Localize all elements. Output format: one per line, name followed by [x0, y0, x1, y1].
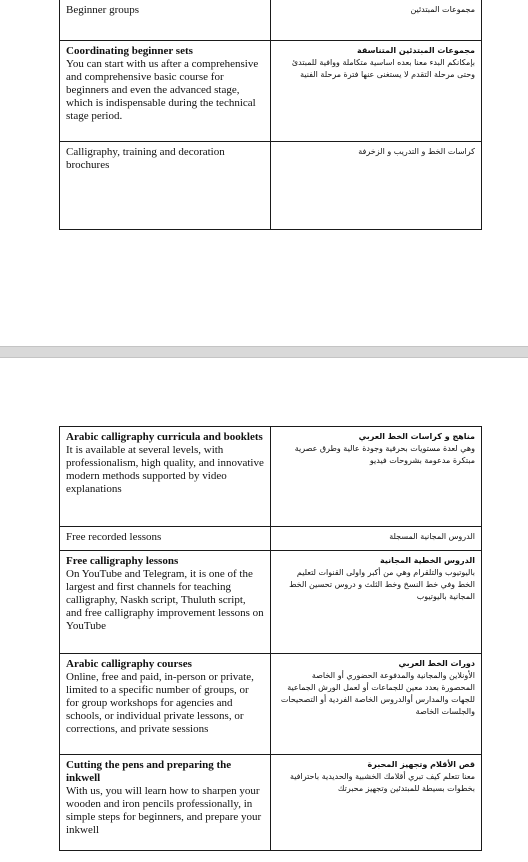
english-title: Arabic calligraphy curricula and booklets [66, 431, 263, 443]
arabic-title: دورات الخط العربي [398, 659, 475, 668]
document-page-bottom [0, 358, 528, 862]
arabic-body: معنا تتعلم كيف تبري أقلامك الخشبية والحديدية باحترافية بخطوات بسيطة للمبتدئين وتجهيز محبرتك [289, 772, 475, 793]
english-title: Cutting the pens and preparing the inkwell [66, 759, 232, 784]
english-cell [60, 755, 271, 851]
arabic-title: قص الأقلام وتجهيز المحبرة [367, 760, 475, 769]
arabic-cell [271, 551, 482, 654]
english-body: It is available at several levels, with professionalism, high quality, and innovative modern methods supported by video explanations [66, 444, 264, 495]
arabic-title: الدروس المجانية المسجلة [389, 532, 475, 541]
english-body: With us, you will learn how to sharpen your wooden and iron pencils professionally, in simple steps for beginners, and prepare your inkwell [66, 785, 262, 836]
table-row [60, 654, 482, 755]
arabic-title: مجموعات المبتدئين المتناسقة [356, 45, 475, 55]
english-cell [60, 427, 271, 527]
table-row [60, 40, 482, 141]
arabic-body: بإمكانكم البدء معنا بعده اساسية متكاملة ووافية للمبتدئ وحتى مرحلة التقدم لا يستغنى عنها فترة مرحلة الفنية [291, 57, 475, 79]
services-table-top [59, 0, 482, 230]
arabic-body: الأونلاين والمجانية والمدفوعة الحضوري أو الخاصة المحصورة بعدد معين للجماعات أو لعمل الورش الجماعية للجهات والمدارس أوالدروس الخاصة الفردية أو التصحيحات والجلسات الخاصة [280, 671, 475, 716]
english-title: Coordinating beginner sets [66, 44, 193, 57]
english-title: Free calligraphy lessons [66, 555, 179, 567]
page-separator [0, 346, 528, 358]
english-body: Online, free and paid, in-person or private, limited to a specific number of groups, or for group workshops for agencies and schools, or individual private lessons, or corrections, and private sessions [66, 671, 254, 735]
services-table-bottom [59, 426, 482, 851]
table-row [60, 551, 482, 654]
table-row [60, 0, 482, 40]
arabic-title: الدروس الخطية المجانية [380, 556, 475, 565]
arabic-cell [271, 654, 482, 755]
english-title: Arabic calligraphy courses [66, 658, 192, 670]
english-cell [60, 40, 271, 141]
arabic-cell [271, 141, 482, 229]
english-cell [60, 654, 271, 755]
english-body: You can start with us after a comprehensive and comprehensive basic course for beginners and even the advanced stage, which is indispensable during the technical stage period. [66, 57, 259, 122]
arabic-cell [271, 527, 482, 551]
arabic-title: مجموعات المبتدئين [410, 5, 475, 14]
table-row [60, 755, 482, 851]
arabic-cell [271, 755, 482, 851]
arabic-body: وهي لعدة مستويات بحرفية وجودة عالية وطرق عصرية مبتكرة مدعومة بشروحات فيديو [294, 444, 475, 465]
document-page-top [0, 0, 528, 346]
english-cell [60, 527, 271, 551]
english-body: On YouTube and Telegram, it is one of the largest and first channels for teaching calligraphy, Naskh script, Thuluth script, and free calligraphy improvement lessons on YouTube [66, 568, 264, 632]
english-title: Free recorded lessons [66, 531, 162, 543]
table-row [60, 427, 482, 527]
english-title: Calligraphy, training and decoration brochures [66, 145, 225, 171]
arabic-body: باليوتيوب والتلقرام وهي من أكبر واولى القنوات لتعليم الخط وفي خط النسخ وخط الثلث و دروس تحسين الخط المجانية باليوتيوب [289, 568, 475, 601]
arabic-title: مناهج و كراسات الخط العربي [358, 432, 475, 441]
arabic-title: كراسات الخط و التدريب و الزخرفة [358, 146, 475, 156]
english-cell [60, 0, 271, 40]
table-row [60, 141, 482, 229]
table-row [60, 527, 482, 551]
arabic-cell [271, 0, 482, 40]
english-cell [60, 551, 271, 654]
english-cell [60, 141, 271, 229]
arabic-cell [271, 40, 482, 141]
english-title: Beginner groups [66, 4, 140, 16]
arabic-cell [271, 427, 482, 527]
